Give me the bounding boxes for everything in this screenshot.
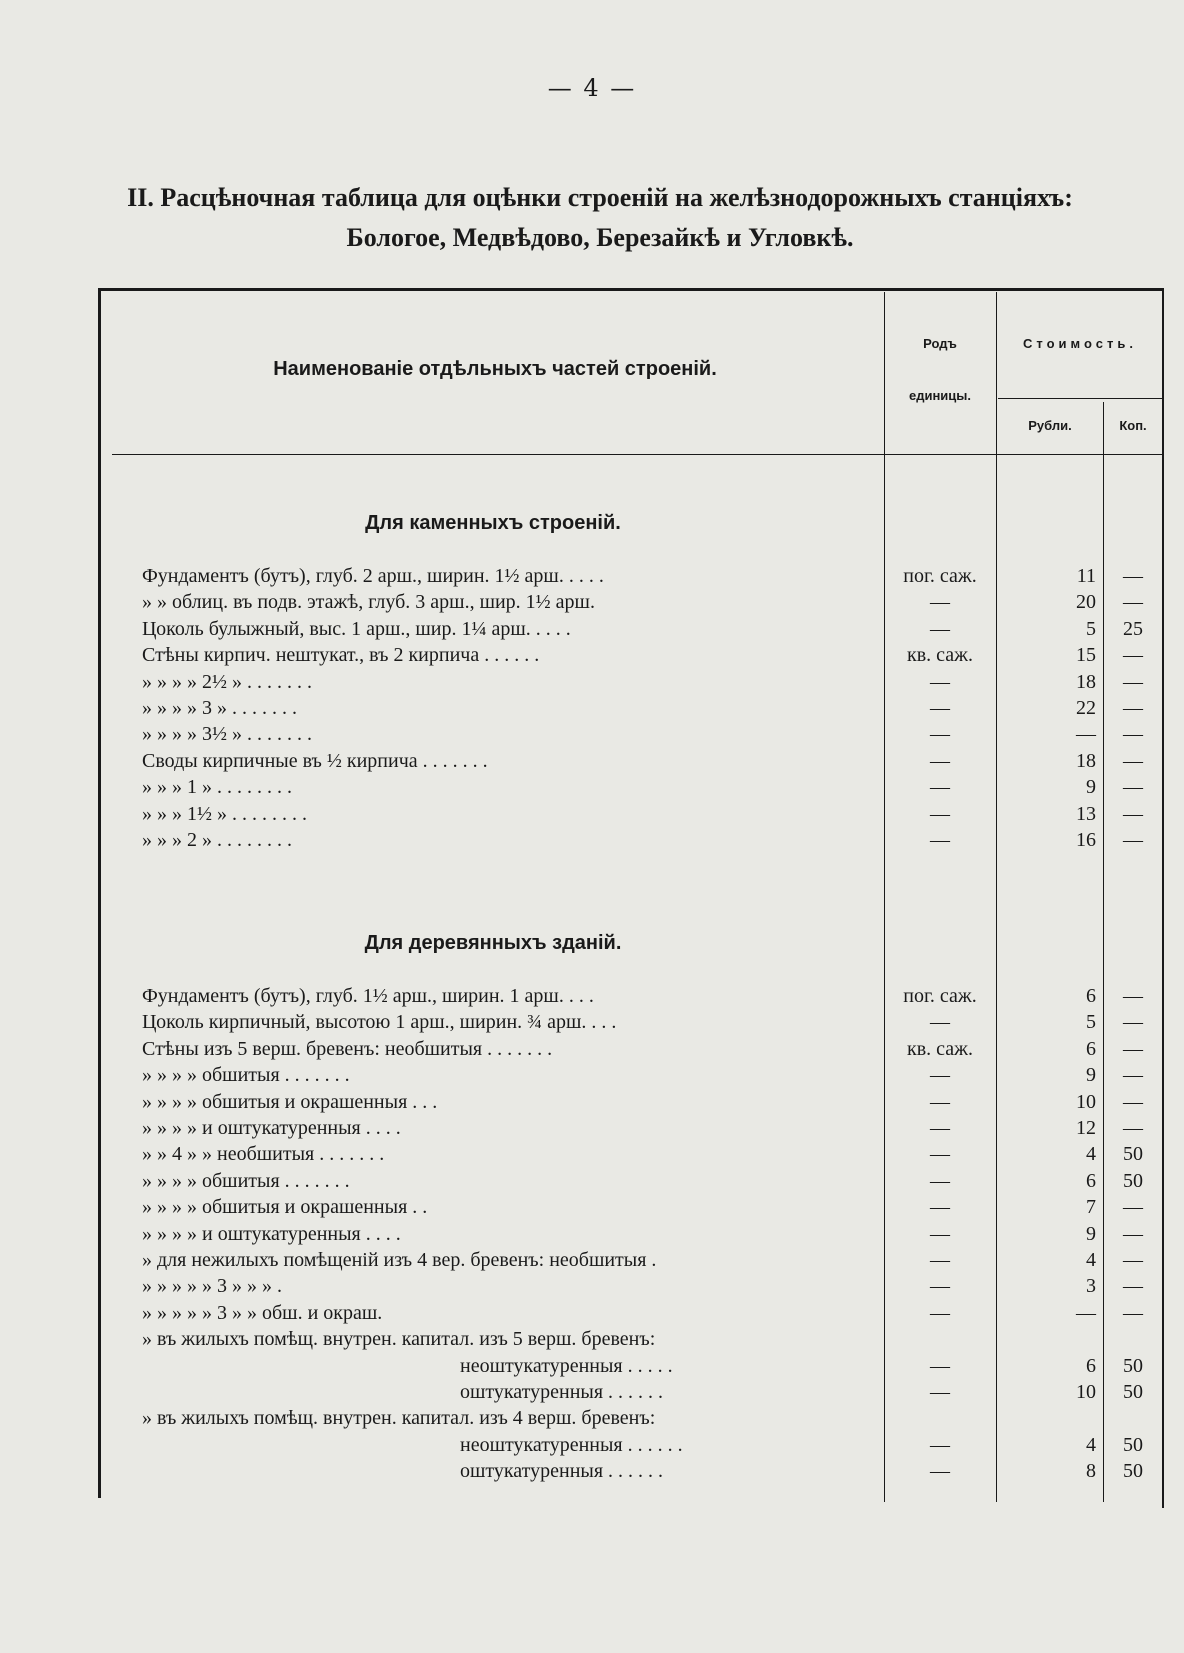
row-name: » » 4 » » необшитыя . . . . . . . (142, 1143, 385, 1166)
row-rub: 15 (1076, 644, 1096, 667)
row-name: » » » » 3 » . . . . . . . (142, 697, 297, 719)
row-unit: — (930, 1381, 950, 1403)
row-unit: — (930, 591, 950, 614)
row-rub: 18 (1076, 749, 1096, 772)
row-kop: — (1123, 1037, 1143, 1060)
row-kop: — (1123, 1301, 1143, 1324)
row-unit: — (930, 1117, 950, 1139)
row-name: неоштукатуренныя . . . . . (460, 1354, 673, 1377)
section-wood-heading: Для деревянныхъ зданій. (364, 932, 622, 954)
row-rub: — (1076, 723, 1096, 746)
row-rub: 5 (1086, 617, 1096, 640)
row-rub: 16 (1076, 829, 1096, 851)
page-title: II. Расцѣночная таблица для оцѣнки строеній на желѣзнодорожныхъ станціяхъ: Бологое, Медвѣдово, Березайкѣ и Угловкѣ. (127, 183, 1073, 252)
row-rub: 9 (1086, 776, 1096, 799)
unit-column-rule (884, 292, 885, 1502)
row-kop: — (1123, 1011, 1143, 1034)
row-rub: 7 (1086, 1196, 1096, 1219)
row-kop: — (1123, 1249, 1143, 1271)
row-unit: — (930, 1433, 950, 1456)
row-unit: пог. саж. (903, 985, 977, 1007)
row-kop: — (1123, 829, 1143, 851)
row-name: » » » 1½ » . . . . . . . . (142, 802, 307, 825)
row-rub: 11 (1076, 565, 1096, 587)
rub-column-rule (996, 292, 997, 1502)
row-name: » » » » » 3 » » обш. и окраш. (142, 1301, 383, 1324)
row-unit: — (930, 723, 950, 746)
row-name: неоштукатуренныя . . . . . . (460, 1433, 683, 1456)
header-kop: Коп. (1119, 418, 1147, 433)
row-kop: 50 (1123, 1354, 1143, 1377)
row-kop: 50 (1123, 1143, 1143, 1166)
row-kop: — (1123, 644, 1143, 667)
table-top-rule (98, 288, 1164, 291)
row-kop: — (1123, 1117, 1143, 1139)
row-name: » » » » и оштукатуренныя . . . . (142, 1222, 401, 1245)
row-name: » » » » обшитыя . . . . . . . (142, 1064, 350, 1087)
header-name: Наименованіе отдѣльныхъ частей строеній. (273, 358, 717, 380)
row-kop: — (1123, 565, 1143, 587)
header-cost: Стоимость. (1023, 336, 1137, 351)
row-unit: — (930, 1275, 950, 1298)
row-rub: 3 (1086, 1275, 1096, 1298)
row-name: » » облиц. въ подв. этажѣ, глуб. 3 арш., шир. 1½ арш. (142, 591, 595, 614)
row-name: » » » » обшитыя . . . . . . . (142, 1169, 350, 1192)
row-rub: 6 (1086, 1169, 1096, 1192)
row-name: » » » » обшитыя и окрашенныя . . . (142, 1090, 438, 1113)
row-name: Цоколь кирпичный, высотою 1 арш., ширин. ¾ арш. . . . (142, 1011, 617, 1034)
table-left-border (98, 288, 101, 1498)
row-name: Фундаментъ (бутъ), глуб. 1½ арш., ширин. 1 арш. . . . (142, 985, 594, 1007)
row-rub: — (1076, 1301, 1096, 1324)
row-kop: — (1123, 697, 1143, 719)
row-rub: 5 (1086, 1011, 1096, 1034)
header-unit-line2: единицы. (908, 388, 972, 403)
header-unit-line1: Родъ (923, 336, 957, 351)
row-kop: — (1123, 985, 1143, 1007)
row-name: » » » 2 » . . . . . . . . (142, 829, 292, 851)
row-rub: 4 (1086, 1143, 1096, 1166)
row-kop: — (1123, 776, 1143, 799)
row-unit: — (930, 1169, 950, 1192)
row-unit: — (930, 1354, 950, 1377)
row-name: Стѣны изъ 5 верш. бревенъ: необшитыя . . . . . . . (142, 1037, 553, 1060)
row-unit: пог. саж. (903, 565, 977, 587)
row-unit: — (930, 1143, 950, 1166)
row-unit: — (930, 1222, 950, 1245)
cost-subheader-rule (998, 398, 1162, 399)
row-rub: 10 (1076, 1090, 1096, 1113)
row-unit: — (930, 1011, 950, 1034)
row-name: » » » » » 3 » » » . (142, 1275, 282, 1298)
row-name: » » » » и оштукатуренныя . . . . (142, 1117, 401, 1139)
table-right-border (1162, 288, 1164, 1508)
row-unit: — (930, 802, 950, 825)
table-header-bottom-rule (112, 454, 1164, 455)
row-rub: 20 (1076, 591, 1096, 614)
row-unit: — (930, 1301, 950, 1324)
row-name: » » » » обшитыя и окрашенныя . . (142, 1196, 428, 1219)
page-number: — 4 — (547, 74, 637, 102)
row-name: оштукатуренныя . . . . . . (460, 1460, 664, 1483)
row-rub: 4 (1086, 1433, 1096, 1456)
row-name: » для нежилыхъ помѣщеній изъ 4 вер. бревенъ: необшитыя . (142, 1249, 657, 1271)
row-kop: — (1123, 1090, 1143, 1113)
row-rub: 9 (1086, 1064, 1096, 1087)
row-rub: 18 (1076, 670, 1096, 693)
row-unit: — (930, 776, 950, 799)
row-name: Своды кирпичные въ ½ кирпича . . . . . . . (142, 749, 488, 772)
row-unit: — (930, 697, 950, 719)
row-rub: 12 (1076, 1117, 1096, 1139)
row-kop: 50 (1123, 1460, 1143, 1483)
row-kop: — (1123, 723, 1143, 746)
row-unit: — (930, 1064, 950, 1087)
row-rub: 13 (1076, 802, 1096, 825)
row-rub: 22 (1076, 697, 1096, 719)
row-rub: 9 (1086, 1222, 1096, 1245)
header-rub: Рубли. (1028, 418, 1072, 433)
row-unit: — (930, 617, 950, 640)
row-unit: кв. саж. (907, 644, 973, 667)
row-unit: — (930, 1249, 950, 1271)
row-name: » въ жилыхъ помѣщ. внутрен. капитал. изъ 4 верш. бревенъ: (142, 1407, 656, 1430)
row-kop: 25 (1123, 617, 1143, 640)
row-rub: 6 (1086, 985, 1096, 1007)
row-kop: — (1123, 1275, 1143, 1298)
row-kop: 50 (1123, 1381, 1143, 1403)
row-kop: — (1123, 1222, 1143, 1245)
row-kop: 50 (1123, 1169, 1143, 1192)
row-kop: — (1123, 1196, 1143, 1219)
row-name: » » » 1 » . . . . . . . . (142, 776, 292, 799)
row-unit: — (930, 1196, 950, 1219)
row-kop: — (1123, 670, 1143, 693)
row-name: » въ жилыхъ помѣщ. внутрен. капитал. изъ 5 верш. бревенъ: (142, 1328, 656, 1351)
row-unit: — (930, 749, 950, 772)
row-name: Цоколь булыжный, выс. 1 арш., шир. 1¼ арш. . . . . (142, 617, 571, 640)
row-rub: 8 (1086, 1460, 1096, 1483)
row-rub: 6 (1086, 1354, 1096, 1377)
row-unit: — (930, 1460, 950, 1483)
row-name: Фундаментъ (бутъ), глуб. 2 арш., ширин. 1½ арш. . . . . (142, 565, 604, 587)
row-unit: — (930, 829, 950, 851)
row-name: » » » » 3½ » . . . . . . . (142, 723, 312, 746)
row-name: оштукатуренныя . . . . . . (460, 1381, 664, 1403)
section-stone-heading: Для каменныхъ строеній. (365, 512, 621, 534)
row-kop: — (1123, 802, 1143, 825)
row-unit: — (930, 1090, 950, 1113)
row-kop: — (1123, 749, 1143, 772)
row-name: » » » » 2½ » . . . . . . . (142, 670, 312, 693)
row-rub: 10 (1076, 1381, 1096, 1403)
row-unit: кв. саж. (907, 1037, 973, 1060)
row-name: Стѣны кирпич. нештукат., въ 2 кирпича . . . . . . (142, 644, 540, 667)
row-kop: — (1123, 1064, 1143, 1087)
row-kop: — (1123, 591, 1143, 614)
row-unit: — (930, 670, 950, 693)
row-kop: 50 (1123, 1433, 1143, 1456)
row-rub: 6 (1086, 1037, 1096, 1060)
row-rub: 4 (1086, 1249, 1096, 1271)
